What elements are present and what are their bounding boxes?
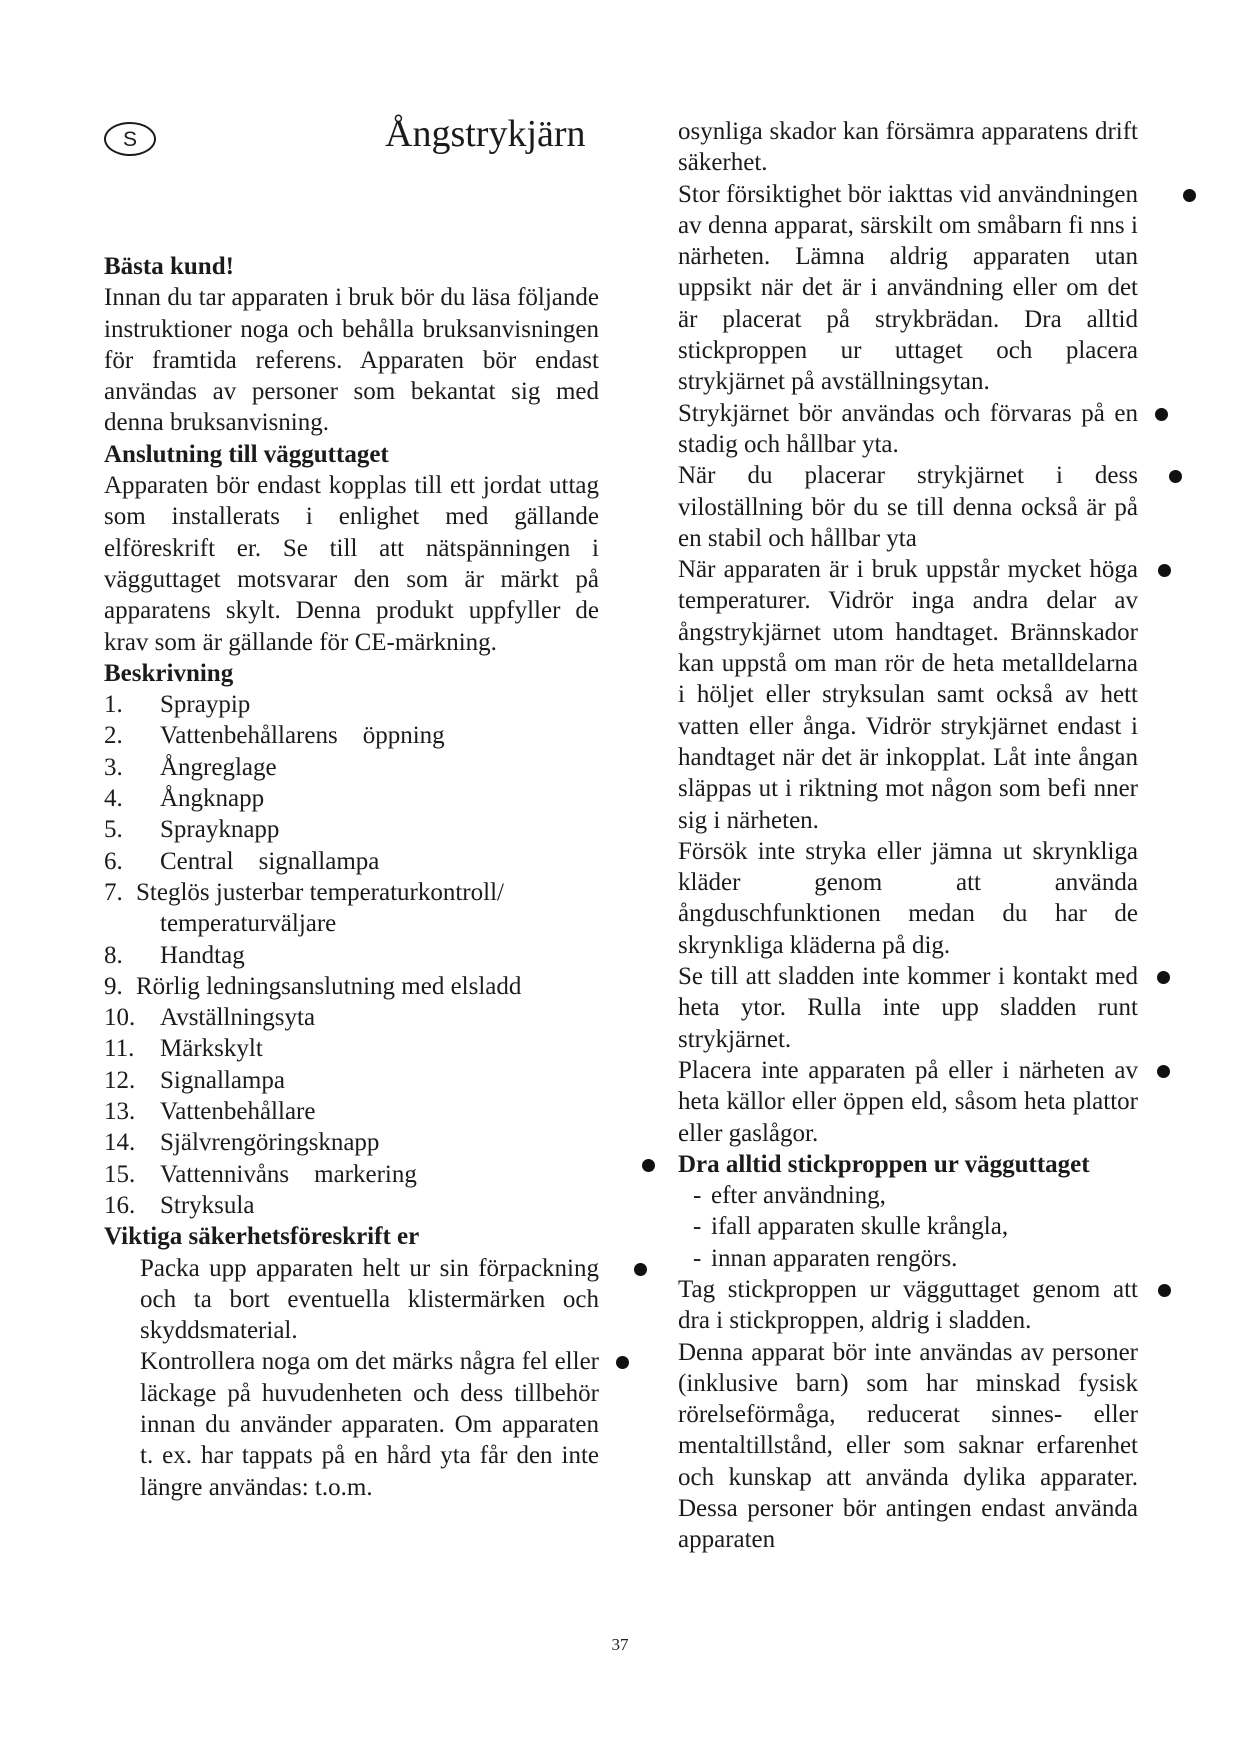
bullet-icon <box>1155 408 1168 421</box>
safety-text: Strykjärnet bör användas och förvaras på en stadig och hållbar yta. <box>678 399 1138 458</box>
list-item <box>104 752 599 783</box>
safety-text: Försök inte stryka eller jämna ut skrynkliga kläder genom att använda ångduschfunktionen medan du har de skrynkliga kläderna på dig. <box>678 837 1138 959</box>
unplug-list <box>678 1180 1138 1274</box>
safety-text: Tag stickproppen ur vägguttaget genom att dra i stickproppen, aldrig i sladden. <box>678 1275 1138 1335</box>
unplug-section <box>678 1149 1138 1274</box>
safety-text: Se till att sladden inte kommer i kontakt med heta ytor. Rulla inte upp sladden runt strykjärnet. <box>678 963 1138 1053</box>
item-number: 11. <box>104 1035 135 1063</box>
safety-heading: Viktiga säkerhetsföreskrift er <box>104 1223 420 1251</box>
safety-item <box>678 398 1138 461</box>
item-text: innan apparaten rengörs. <box>711 1244 958 1272</box>
list-item <box>104 971 599 1002</box>
safety-item <box>678 1055 1138 1149</box>
intro-heading: Bästa kund! <box>104 253 234 280</box>
item-text: Spraypip <box>160 691 251 719</box>
item-text: Steglös justerbar temperaturkontroll/ <box>136 878 504 906</box>
list-item <box>104 689 599 720</box>
list-item <box>104 1127 599 1158</box>
item-text: Ångreglage <box>160 753 277 781</box>
list-item <box>104 1002 599 1033</box>
bullet-icon <box>1158 564 1171 577</box>
item-text: Avställningsyta <box>160 1004 316 1032</box>
safety-item <box>678 1274 1138 1337</box>
bullet-icon <box>1183 189 1196 202</box>
item-text: Rörlig ledningsanslutning med elsladd <box>136 972 522 1000</box>
list-item <box>104 846 599 877</box>
item-text: Sprayknapp <box>160 816 280 844</box>
safety-item <box>678 1337 1138 1556</box>
item-text: Central signallampa <box>160 847 380 875</box>
list-item <box>104 940 599 971</box>
safety-text: Stor försiktighet bör iakttas vid användningen av denna apparat, särskilt om småbarn fi nns i närheten. Lämna aldrig apparaten utan uppsikt när det är i användning eller om det är placerat på strykbrädan. Dra alltid stickproppen ur uttaget och placera strykjärnet på avställningsytan. <box>678 180 1138 396</box>
list-item <box>104 1033 599 1064</box>
item-text: Vattenbehållare <box>160 1098 316 1126</box>
item-number: 5. <box>104 816 123 844</box>
item-text: Stryksula <box>160 1191 255 1219</box>
item-text: Självrengöringsknapp <box>160 1129 380 1157</box>
item-number: 4. <box>104 785 123 813</box>
safety-item <box>678 179 1138 398</box>
item-number: 1. <box>104 691 123 719</box>
safety-item <box>678 961 1138 1055</box>
safety-text: När apparaten är i bruk uppstår mycket höga temperaturer. Vidrör inga andra delar av ångstrykjärnet utom handtaget. Brännskador kan uppstå om man rör de heta metalldelarna i höljet eller stryksulan samt också av hett vatten eller ånga. Vidrör strykjärnet endast i handtaget när det är inkopplat. Låt inte ångan släppas ut i riktning mot någon som befi nner sig i närheten. <box>678 556 1138 834</box>
item-text: Ångknapp <box>160 785 265 813</box>
list-item <box>104 814 599 845</box>
safety-text: osynliga skador kan försämra apparatens drift säkerhet. <box>678 118 1138 177</box>
item-number: 9. <box>104 972 123 1000</box>
item-number: 12. <box>104 1066 136 1094</box>
safety-text: När du placerar strykjärnet i dess viloställning bör du se till denna också är på en stabil och hållbar yta <box>678 462 1138 552</box>
item-text: Vattenbehållarens öppning <box>160 722 445 750</box>
list-item <box>104 720 599 751</box>
safety-item <box>104 1346 599 1502</box>
safety-item <box>104 1253 599 1347</box>
item-text: Vattennivåns markering <box>160 1160 417 1188</box>
item-text: Signallampa <box>160 1066 285 1094</box>
item-number: 14. <box>104 1129 136 1157</box>
item-text: ifall apparaten skulle krångla, <box>711 1213 1009 1241</box>
item-number: 13. <box>104 1098 136 1126</box>
item-number: 3. <box>104 753 123 781</box>
safety-text: Packa upp apparaten helt ur sin förpackning och ta bort eventuella klistermärken och skyddsmaterial. <box>140 1254 599 1345</box>
connection-heading: Anslutning till vägguttaget <box>104 440 389 468</box>
bullet-icon <box>616 1356 629 1369</box>
list-item <box>104 877 599 908</box>
intro-text: Innan du tar apparaten i bruk bör du läsa följande instruktioner noga och behålla bruksanvisningen för framtida referens. Apparaten bör endast användas av personer som bekantat sig med denna bruksanvisning. <box>104 284 599 437</box>
list-item: - ifall apparaten skulle krångla, <box>693 1211 1138 1242</box>
item-number: 16. <box>104 1191 136 1219</box>
safety-item <box>678 460 1138 554</box>
language-badge: S <box>104 122 156 156</box>
item-number: 8. <box>104 941 123 969</box>
item-number: 7. <box>104 878 123 906</box>
description-heading: Beskrivning <box>104 659 234 687</box>
item-text-continued: temperaturväljare <box>160 910 337 938</box>
item-number: 6. <box>104 847 123 875</box>
safety-text: Placera inte apparaten på eller i närheten av heta källor eller öppen eld, såsom heta plattor eller gaslågor. <box>678 1056 1138 1147</box>
connection-text: Apparaten bör endast kopplas till ett jordat uttag som installerats i enlighet med gällande elföreskrift er. Se till att nätspänningen i vägguttaget motsvarar den som är märkt på apparatens skylt. Denna produkt uppfyller de krav som är gällande för CE-märkning. <box>104 472 599 656</box>
right-column <box>678 116 1138 1556</box>
item-number: 2. <box>104 722 123 750</box>
bullet-icon <box>1169 470 1182 483</box>
item-number: 15. <box>104 1160 136 1188</box>
page-title: Ångstrykjärn <box>385 113 586 155</box>
list-item <box>104 1096 599 1127</box>
left-column <box>104 251 599 1503</box>
parts-list <box>104 689 599 1221</box>
bullet-icon <box>1157 971 1170 984</box>
safety-item <box>678 836 1138 961</box>
list-item <box>104 1065 599 1096</box>
unplug-heading: Dra alltid stickproppen ur vägguttaget <box>678 1150 1090 1178</box>
page-number: 37 <box>611 1635 629 1654</box>
safety-text: Kontrollera noga om det märks några fel eller läckage på huvudenheten och dess tillbehör innan du använder apparaten. Om apparaten t. ex. har tappats på en hård yta får den inte längre användas: t.o.m. <box>140 1348 599 1501</box>
list-item-continuation <box>104 908 599 939</box>
bullet-icon <box>634 1263 647 1276</box>
list-item <box>104 1159 599 1190</box>
safety-text: Denna apparat bör inte användas av personer (inklusive barn) som har minskad fysisk rörelseförmåga, reducerat sinnes- eller mentaltillstånd, eller som saknar erfarenhet och kunskap att använda dylika apparater. Dessa personer bör antingen endast använda apparaten <box>678 1338 1138 1554</box>
item-text: Märkskylt <box>160 1035 263 1063</box>
safety-item <box>678 554 1138 836</box>
item-text: efter användning, <box>711 1182 886 1210</box>
item-text: Handtag <box>160 941 245 969</box>
bullet-icon <box>642 1159 655 1172</box>
bullet-icon <box>1158 1284 1171 1297</box>
list-item <box>104 783 599 814</box>
item-number: 10. <box>104 1004 136 1032</box>
list-item: - innan apparaten rengörs. <box>693 1243 1138 1274</box>
list-item <box>104 1190 599 1221</box>
bullet-icon <box>1157 1065 1170 1078</box>
list-item: - efter användning, <box>693 1180 1138 1211</box>
